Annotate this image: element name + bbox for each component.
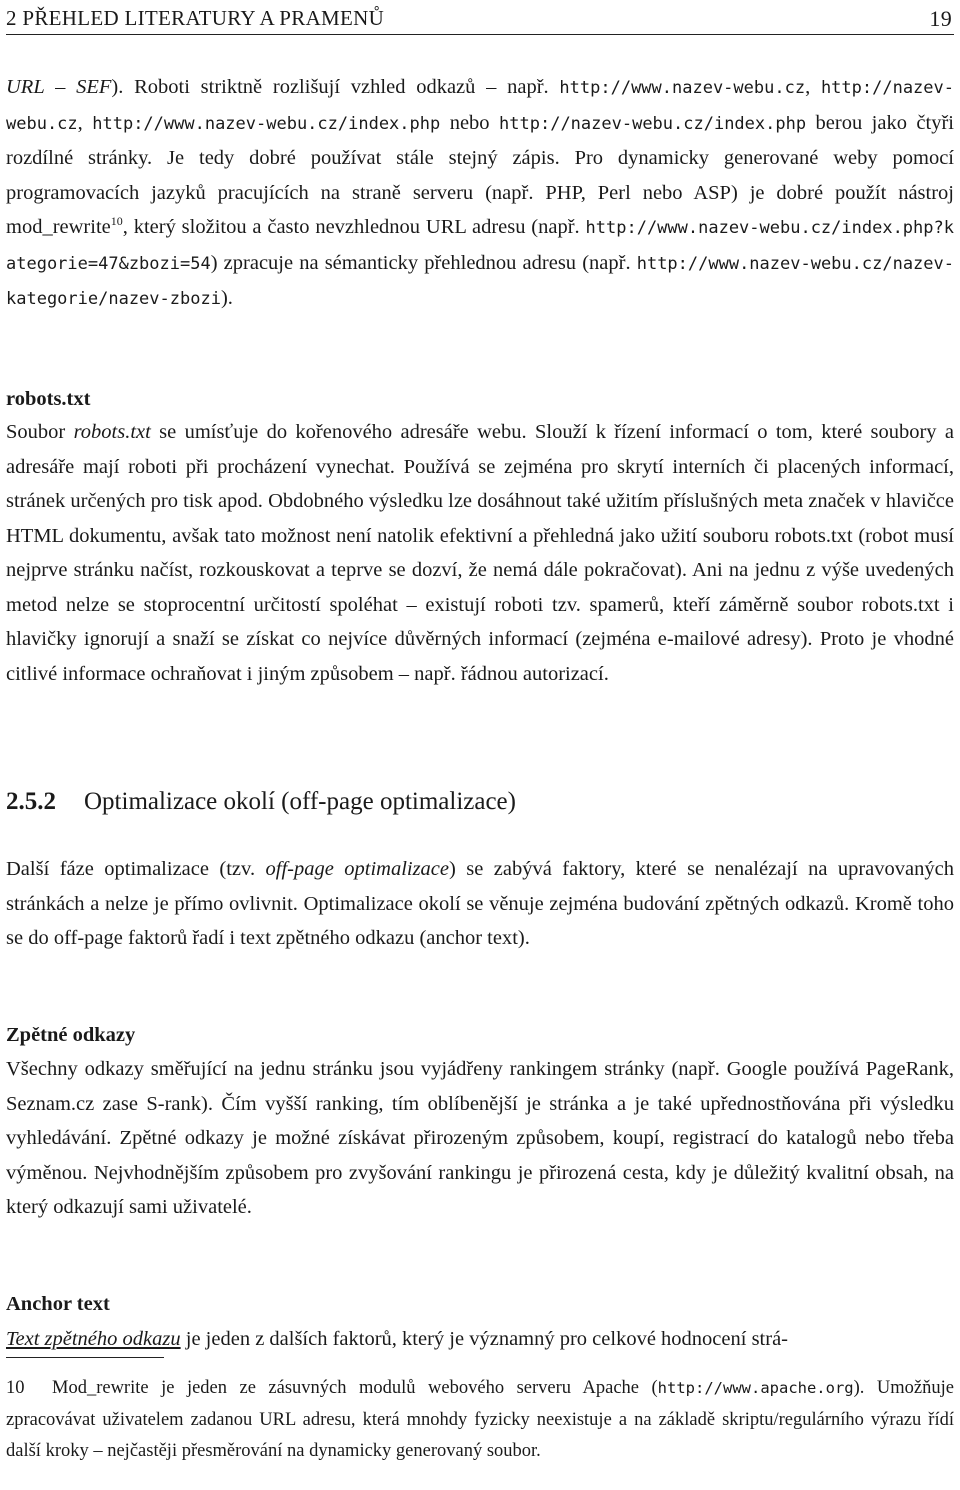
italic-text: off-page optimalizace <box>265 858 450 880</box>
section-title: Optimalizace okolí (off-page optimalizace) <box>84 788 516 815</box>
url-text: http://www.nazev-webu.cz/index.php?kategorie=47&zbozi=54 <box>6 218 954 274</box>
footnote <box>6 1373 954 1468</box>
text-run: ) zpracuje na sémanticky přehlednou adresu (např. <box>210 251 637 274</box>
backlinks-heading: Zpětné odkazy <box>6 1024 136 1046</box>
footnote-divider <box>6 1357 164 1358</box>
url-text: http://www.nazev-webu.cz <box>559 78 806 98</box>
paragraph-offpage <box>6 852 954 956</box>
paragraph-anchor <box>6 1322 954 1357</box>
running-header <box>6 4 954 35</box>
page-number: 19 <box>929 6 952 31</box>
url-text: http://www.nazev-webu.cz/index.php <box>92 113 441 134</box>
url-text: http://www.apache.org <box>657 1379 854 1397</box>
paragraph-robots <box>6 415 954 691</box>
italic-text: URL – SEF <box>6 76 112 98</box>
footnote-reference: 10 <box>110 214 123 229</box>
text-run: ) se zabývá faktory, které se nenalézají na upravovaných stránkách a nelze je přímo ovlivnit. Optimalizace okolí se věnuje zejména budování zpětných odkazů. Kromě toho se do off-page faktorů řadí i text zpětného odkazu (anchor text). <box>6 858 954 949</box>
anchor-heading: Anchor text <box>6 1293 110 1315</box>
italic-text: robots.txt <box>73 421 151 443</box>
text-run: Mod_rewrite je jeden ze zásuvných modulů webového serveru Apache ( <box>52 1378 658 1398</box>
text-run: berou jako čtyři rozdílné stránky. Je tedy dobré používat stále stejný zápis. Pro dynamicky generované weby pomocí programovacích jazyků pracujících na straně serveru (např. PHP, Perl nebo ASP) je dobré použít nástroj mod_rewrite <box>6 111 954 238</box>
text-run: ). Umožňuje zpracovávat uživatelem zadanou URL adresu, která mnohdy fyzicky neexistuje a na základě skriptu/regulárního výrazu řídí další kroky – nejčastěji přesměrování na dynamicky generovaný soubor. <box>6 1378 954 1461</box>
url-text: http://www.nazev-webu.cz/nazev-kategorie/nazev-zbozi <box>6 253 954 309</box>
url-text: http://nazev-webu.cz <box>6 78 954 134</box>
text-run: ). Roboti striktně rozlišují vzhled odkazů – např. <box>111 76 560 98</box>
section-number: 2.5.2 <box>6 788 56 815</box>
chapter-title: 2 PŘEHLED LITERATURY A PRAMENŮ <box>6 6 385 30</box>
text-run: nebo <box>440 111 500 134</box>
paragraph-url-variants <box>6 70 954 317</box>
text-run: , který složitou a často nevzhlednou URL adresu (např. <box>122 216 586 238</box>
text-run: se umísťuje do kořenového adresáře webu. Slouží k řízení informací o tom, které soubory a adresáře mají roboti při procházení vynechat. Používá se zejména pro skrytí interních či placených informací, stránek určených pro tisk apod. Obdobného výsledku lze dosáhnout také užitím příslušných meta značek v hlavičce HTML dokumentu, avšak tato možnost není natolik efektivní a přehledná jako užití souboru robots.txt (robot musí nejprve stránku načíst, rozkouskovat a teprve se dozví, že nemá dále pokračovat). Ani na jednu z výše uvedených metod nelze se stoprocentní určitostí spoléhat – existují roboti tzv. spamerů, kteří záměrně soubor robots.txt i hlavičky ignorují a snaží se získat co nejvíce důvěrných informací (zejména e-mailové adresy). Proto je vhodné citlivé informace ochraňovat i jiným způsobem – např. řádnou autorizací. <box>6 421 954 685</box>
text-run: ). <box>220 287 233 309</box>
footnote-number: 10 <box>6 1378 25 1398</box>
text-run: , <box>805 76 821 98</box>
section-heading <box>6 788 516 816</box>
italic-text: Text zpětného odkazu <box>6 1328 181 1350</box>
text-run: Soubor <box>6 421 74 443</box>
paragraph-backlinks: Všechny odkazy směřující na jednu stránku jsou vyjádřeny rankingem stránky (např. Google používá PageRank, Seznam.cz zase S-rank). Čím vyšší ranking, tím oblíbenější je stránka a je také upřednostňována při výsledku vyhledávání. Zpětné odkazy je možné získávat přirozeným způsobem, koupí, registrací do katalogů nebo třeba výměnou. Nejvhodnějším způsobem pro zvyšování rankingu je přirozená cesta, kdy je důležitý kvalitní obsah, na který odkazují sami uživatelé. <box>6 1058 954 1218</box>
url-text: http://nazev-webu.cz/index.php <box>499 113 807 134</box>
text-run: , <box>77 111 93 134</box>
text-run: Další fáze optimalizace (tzv. <box>6 858 266 880</box>
robots-heading: robots.txt <box>6 388 91 410</box>
text-run: je jeden z dalších faktorů, který je významný pro celkové hodnocení strá- <box>180 1328 788 1350</box>
